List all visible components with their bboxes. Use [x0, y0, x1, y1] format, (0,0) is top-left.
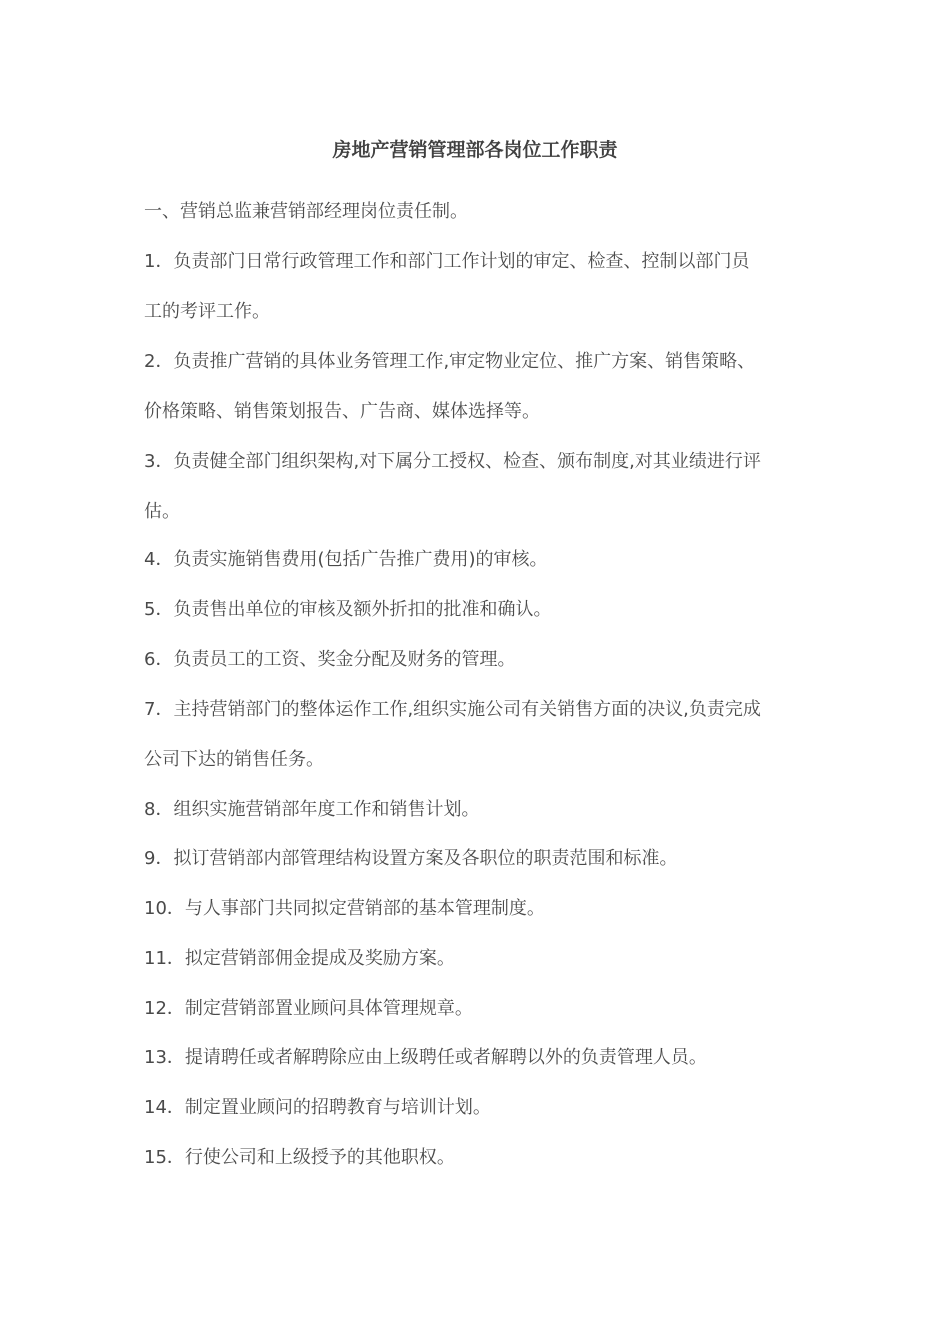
- list-item-6: 6．负责员工的工资、奖金分配及财务的管理。: [144, 649, 516, 670]
- list-item-4: 4．负责实施销售费用(包括广告推广费用)的审核。: [144, 549, 548, 570]
- list-item-12: 12．制定营销部置业顾问具体管理规章。: [144, 998, 473, 1019]
- list-item-11: 11．拟定营销部佣金提成及奖励方案。: [144, 948, 455, 969]
- list-item-7-line-1: 7．主持营销部门的整体运作工作,组织实施公司有关销售方面的决议,负责完成: [144, 699, 761, 720]
- list-item-13: 13．提请聘任或者解聘除应由上级聘任或者解聘以外的负责管理人员。: [144, 1047, 707, 1068]
- list-item-5: 5．负责售出单位的审核及额外折扣的批准和确认。: [144, 599, 552, 620]
- list-item-14: 14．制定置业顾问的招聘教育与培训计划。: [144, 1097, 491, 1118]
- document-title: 房地产营销管理部各岗位工作职责: [332, 139, 618, 161]
- list-item-1-line-1: 1．负责部门日常行政管理工作和部门工作计划的审定、检查、控制以部门员: [144, 251, 750, 272]
- list-item-10: 10．与人事部门共同拟定营销部的基本管理制度。: [144, 898, 545, 919]
- list-item-2-line-1: 2．负责推广营销的具体业务管理工作,审定物业定位、推广方案、销售策略、: [144, 351, 756, 372]
- list-item-7-line-2: 公司下达的销售任务。: [144, 749, 324, 770]
- list-item-3-line-1: 3．负责健全部门组织架构,对下属分工授权、检查、颁布制度,对其业绩进行评: [144, 451, 761, 472]
- list-item-15: 15．行使公司和上级授予的其他职权。: [144, 1147, 455, 1168]
- list-item-9: 9．拟订营销部内部管理结构设置方案及各职位的职责范围和标准。: [144, 848, 678, 869]
- list-item-8: 8．组织实施营销部年度工作和销售计划。: [144, 799, 480, 820]
- list-item-2-line-2: 价格策略、销售策划报告、广告商、媒体选择等。: [144, 401, 540, 422]
- list-item-1-line-2: 工的考评工作。: [144, 301, 270, 322]
- section-heading: 一、营销总监兼营销部经理岗位责任制。: [144, 201, 468, 222]
- list-item-3-line-2: 估。: [144, 501, 180, 522]
